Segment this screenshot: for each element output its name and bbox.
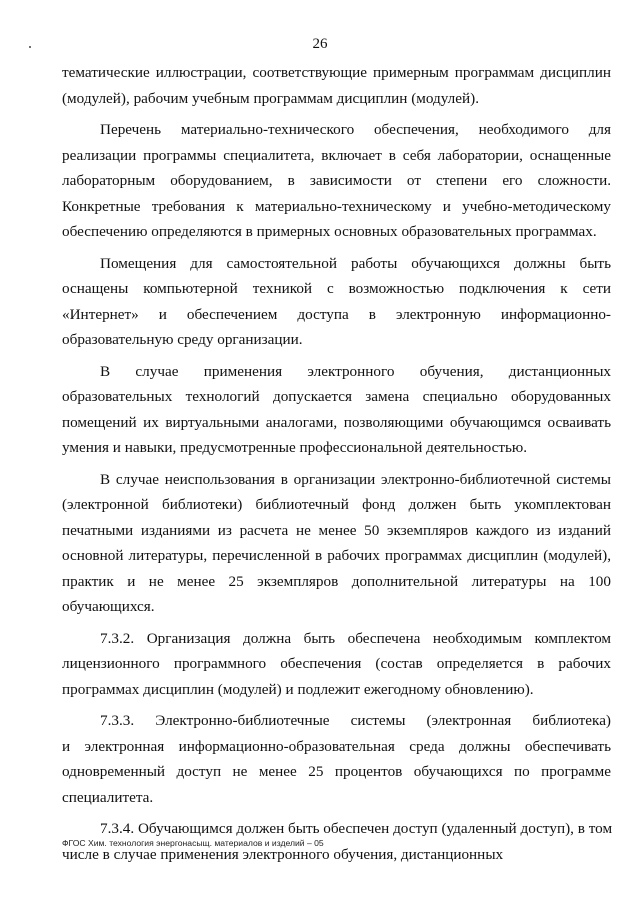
page-number: 26: [312, 36, 328, 52]
text-line: обучающихся.: [62, 598, 155, 615]
text-line: 7.3.4. Обучающимся должен быть обеспечен доступ (удаленный доступ), в том: [100, 820, 613, 837]
text-line: помещений их виртуальными аналогами, позволяющими обучающимся осваивать: [62, 413, 611, 431]
paragraph: [62, 60, 611, 111]
text-line: практик и не менее 25 экземпляров дополнительной литературы на 100: [62, 572, 611, 590]
text-line: числе в случае применения электронного обучения, дистанционных: [62, 845, 504, 863]
text-line: и электронная информационно-образовательная среда должны обеспечивать: [62, 737, 611, 755]
paragraph: [62, 117, 611, 245]
text-line: умения и навыки, предусмотренные профессиональной деятельностью.: [62, 439, 528, 456]
text-line: Перечень материально-технического обеспечения, необходимого для: [100, 121, 611, 138]
paragraph: [62, 708, 611, 810]
text-line: (электронной библиотеки) библиотечный фонд должен быть укомплектован: [62, 496, 611, 513]
page-footer: ФГОС Хим. технология энергонасыщ. материалов и изделий – 05: [62, 838, 324, 848]
text-line: специалитета.: [62, 788, 154, 806]
text-line: образовательных технологий допускается замена специально оборудованных: [62, 388, 611, 405]
text-line: лабораторным оборудованием, в зависимости от степени его сложности.: [62, 172, 611, 189]
text-line: печатными изданиями из расчета не менее 50 экземпляров каждого из изданий: [62, 521, 611, 539]
paragraph: [62, 251, 611, 353]
body-text: [62, 60, 611, 867]
text-line: лицензионного программного обеспечения (состав определяется в рабочих: [62, 655, 611, 672]
text-line: обеспечению определяются в примерных основных образовательных программах.: [62, 223, 597, 240]
text-line: образовательную среду организации.: [62, 331, 303, 348]
text-line: одновременный доступ не менее 25 процентов обучающихся по программе: [62, 763, 611, 780]
text-line: реализации программы специалитета, включает в себя лаборатории, оснащенные: [62, 146, 611, 164]
text-line: «Интернет» и обеспечением доступа в электронную информационно-: [62, 305, 611, 323]
text-line: 7.3.3. Электронно-библиотечные системы (электронная библиотека): [100, 712, 611, 729]
text-line: программах дисциплин (модулей) и подлежит ежегодному обновлению).: [62, 680, 534, 698]
paragraph: [62, 626, 611, 703]
text-line: В случае неиспользования в организации электронно-библиотечной системы: [100, 470, 611, 488]
text-line: В случае применения электронного обучения, дистанционных: [100, 362, 611, 380]
text-line: 7.3.2. Организация должна быть обеспечена необходимым комплектом: [100, 629, 611, 647]
text-line: Конкретные требования к материально-техническому и учебно-методическому: [62, 197, 611, 215]
text-line: оснащены компьютерной техникой с возможностью подключения к сети: [62, 280, 611, 297]
text-line: тематические иллюстрации, соответствующие примерным программам дисциплин: [62, 64, 611, 81]
paragraph: [62, 359, 611, 461]
text-line: Помещения для самостоятельной работы обучающихся должны быть: [100, 254, 611, 272]
text-line: (модулей), рабочим учебным программам дисциплин (модулей).: [62, 89, 479, 107]
paragraph: [62, 467, 611, 620]
text-line: основной литературы, перечисленной в рабочих программах дисциплин (модулей),: [62, 547, 611, 564]
